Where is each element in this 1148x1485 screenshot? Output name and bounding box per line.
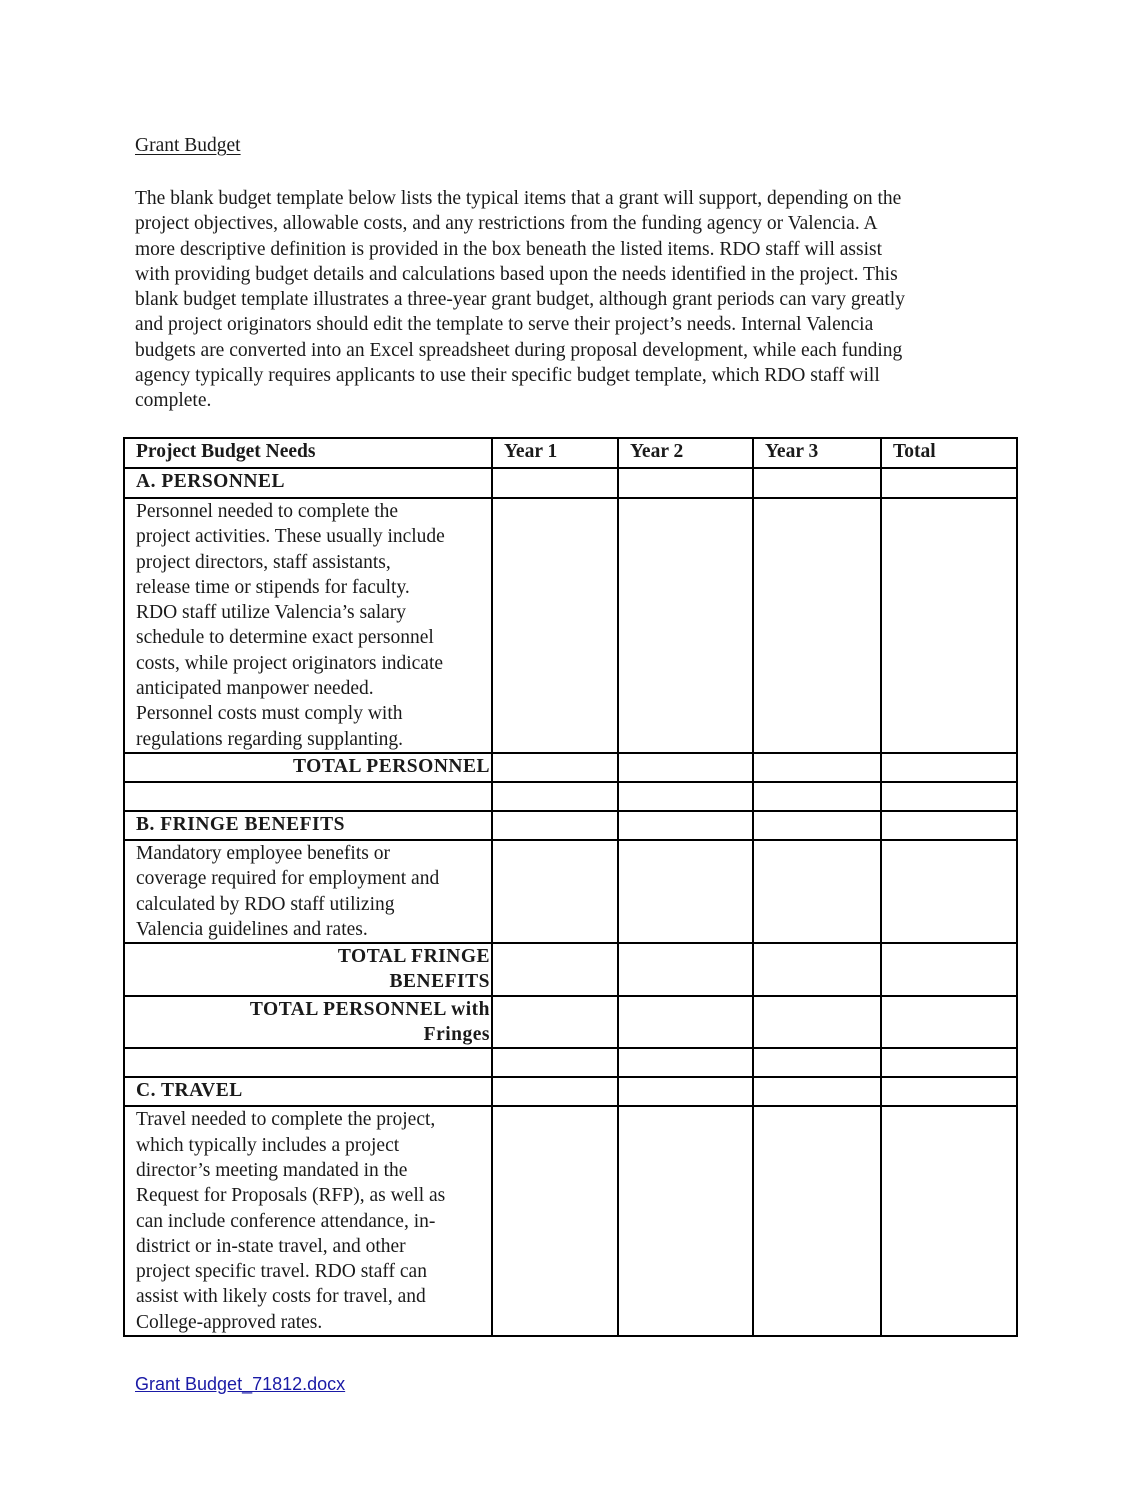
cell-input[interactable] bbox=[618, 811, 753, 840]
desc-line: Personnel costs must comply with bbox=[136, 703, 403, 725]
cell-input[interactable] bbox=[618, 943, 753, 996]
cell-input[interactable] bbox=[881, 1077, 1017, 1106]
personnel-description bbox=[124, 498, 492, 753]
cell-input[interactable] bbox=[492, 753, 618, 782]
cell-input[interactable] bbox=[492, 1077, 618, 1106]
document-title: Grant Budget bbox=[135, 135, 241, 156]
cell-input[interactable] bbox=[881, 1106, 1017, 1336]
cell-input[interactable] bbox=[618, 498, 753, 753]
cell-input[interactable] bbox=[753, 468, 881, 498]
cell-input[interactable] bbox=[492, 468, 618, 498]
cell-input[interactable] bbox=[618, 1106, 753, 1336]
cell-input[interactable] bbox=[881, 782, 1017, 811]
header-total: Total bbox=[881, 438, 1017, 468]
desc-line: Request for Proposals (RFP), as well as bbox=[136, 1185, 446, 1207]
desc-line: assist with likely costs for travel, and bbox=[136, 1286, 426, 1308]
desc-line: director’s meeting mandated in the bbox=[136, 1159, 408, 1181]
cell-input[interactable] bbox=[618, 840, 753, 943]
cell-input[interactable] bbox=[618, 782, 753, 811]
cell-input[interactable] bbox=[753, 996, 881, 1049]
blank-cell bbox=[124, 782, 492, 811]
table-header-row bbox=[124, 438, 1017, 468]
cell-input[interactable] bbox=[753, 1077, 881, 1106]
section-fringe-label: B. FRINGE BENEFITS bbox=[124, 811, 492, 840]
desc-line: costs, while project originators indicate bbox=[136, 652, 444, 674]
header-year-2: Year 2 bbox=[618, 438, 753, 468]
desc-line: district or in-state travel, and other bbox=[136, 1235, 406, 1257]
intro-line: project objectives, allowable costs, and any restrictions from the funding agency or Valencia. A bbox=[135, 213, 878, 235]
table-row-travel-desc bbox=[124, 1106, 1017, 1336]
budget-table bbox=[123, 437, 1018, 1337]
cell-input[interactable] bbox=[753, 782, 881, 811]
table-row-travel-section bbox=[124, 1077, 1017, 1106]
intro-line: with providing budget details and calculations based upon the needs identified in the project. This bbox=[135, 263, 898, 285]
cell-input[interactable] bbox=[753, 943, 881, 996]
cell-input[interactable] bbox=[881, 943, 1017, 996]
desc-line: which typically includes a project bbox=[136, 1134, 400, 1156]
table-row-fringe-section bbox=[124, 811, 1017, 840]
cell-input[interactable] bbox=[492, 1106, 618, 1336]
cell-input[interactable] bbox=[881, 811, 1017, 840]
table-row-total-personnel-with-fringes bbox=[124, 996, 1017, 1049]
total-personnel-with-fringes-label bbox=[124, 996, 492, 1049]
desc-line: Valencia guidelines and rates. bbox=[136, 918, 368, 940]
desc-line: Personnel needed to complete the bbox=[136, 501, 399, 522]
desc-line: College-approved rates. bbox=[136, 1311, 323, 1333]
cell-input[interactable] bbox=[618, 996, 753, 1049]
desc-line: anticipated manpower needed. bbox=[136, 678, 374, 700]
table-row-personnel-desc bbox=[124, 498, 1017, 753]
cell-input[interactable] bbox=[753, 753, 881, 782]
table-row-personnel-section bbox=[124, 468, 1017, 498]
intro-line: The blank budget template below lists the typical items that a grant will support, depending on the bbox=[135, 188, 902, 209]
cell-input[interactable] bbox=[881, 468, 1017, 498]
total-personnel-label: TOTAL PERSONNEL bbox=[124, 753, 492, 782]
cell-input[interactable] bbox=[881, 1048, 1017, 1077]
cell-input[interactable] bbox=[753, 1106, 881, 1336]
cell-input[interactable] bbox=[618, 1077, 753, 1106]
section-travel-label: C. TRAVEL bbox=[124, 1077, 492, 1106]
section-personnel-label: A. PERSONNEL bbox=[124, 468, 492, 498]
total-fringe-label bbox=[124, 943, 492, 996]
label-line: BENEFITS bbox=[389, 971, 490, 993]
cell-input[interactable] bbox=[492, 1048, 618, 1077]
cell-input[interactable] bbox=[753, 1048, 881, 1077]
cell-input[interactable] bbox=[492, 996, 618, 1049]
desc-line: release time or stipends for faculty. bbox=[136, 576, 410, 598]
desc-line: calculated by RDO staff utilizing bbox=[136, 893, 395, 915]
intro-line: more descriptive definition is provided in the box beneath the listed items. RDO staff will assist bbox=[135, 238, 883, 260]
fringe-description bbox=[124, 840, 492, 943]
intro-line: and project originators should edit the template to serve their project’s needs. Internal Valencia bbox=[135, 314, 874, 336]
header-year-1: Year 1 bbox=[492, 438, 618, 468]
desc-line: Travel needed to complete the project, bbox=[136, 1109, 436, 1131]
cell-input[interactable] bbox=[618, 468, 753, 498]
desc-line: Mandatory employee benefits or bbox=[136, 842, 390, 864]
label-line: Fringes bbox=[423, 1024, 490, 1046]
blank-cell bbox=[124, 1048, 492, 1077]
desc-line: project directors, staff assistants, bbox=[136, 551, 391, 573]
desc-line: project activities. These usually include bbox=[136, 526, 445, 548]
table-row-blank bbox=[124, 1048, 1017, 1077]
cell-input[interactable] bbox=[618, 753, 753, 782]
cell-input[interactable] bbox=[492, 498, 618, 753]
label-line: TOTAL FRINGE bbox=[337, 946, 490, 968]
header-year-3: Year 3 bbox=[753, 438, 881, 468]
travel-description bbox=[124, 1106, 492, 1336]
cell-input[interactable] bbox=[881, 840, 1017, 943]
intro-line: agency typically requires applicants to use their specific budget template, which RDO staff will bbox=[135, 365, 880, 387]
intro-line: complete. bbox=[135, 390, 212, 412]
cell-input[interactable] bbox=[492, 811, 618, 840]
cell-input[interactable] bbox=[753, 840, 881, 943]
cell-input[interactable] bbox=[881, 996, 1017, 1049]
desc-line: schedule to determine exact personnel bbox=[136, 627, 434, 649]
table-row-total-fringe bbox=[124, 943, 1017, 996]
cell-input[interactable] bbox=[492, 943, 618, 996]
cell-input[interactable] bbox=[492, 840, 618, 943]
intro-paragraph bbox=[135, 186, 1015, 414]
label-line: TOTAL PERSONNEL with bbox=[249, 998, 490, 1020]
cell-input[interactable] bbox=[492, 782, 618, 811]
desc-line: regulations regarding supplanting. bbox=[136, 728, 403, 750]
cell-input[interactable] bbox=[618, 1048, 753, 1077]
desc-line: project specific travel. RDO staff can bbox=[136, 1261, 427, 1283]
cell-input[interactable] bbox=[881, 753, 1017, 782]
table-row-blank bbox=[124, 782, 1017, 811]
cell-input[interactable] bbox=[753, 811, 881, 840]
intro-line: budgets are converted into an Excel spreadsheet during proposal development, while each funding bbox=[135, 339, 903, 361]
desc-line: RDO staff utilize Valencia’s salary bbox=[136, 602, 407, 624]
header-project-budget-needs: Project Budget Needs bbox=[124, 438, 492, 468]
table-row-fringe-desc bbox=[124, 840, 1017, 943]
intro-line: blank budget template illustrates a three-year grant budget, although grant periods can vary greatly bbox=[135, 289, 905, 311]
desc-line: coverage required for employment and bbox=[136, 868, 440, 890]
desc-line: can include conference attendance, in- bbox=[136, 1210, 436, 1232]
document-file-link[interactable]: Grant Budget_71812.docx bbox=[135, 1374, 346, 1394]
table-row-total-personnel bbox=[124, 753, 1017, 782]
cell-input[interactable] bbox=[881, 498, 1017, 753]
cell-input[interactable] bbox=[753, 498, 881, 753]
